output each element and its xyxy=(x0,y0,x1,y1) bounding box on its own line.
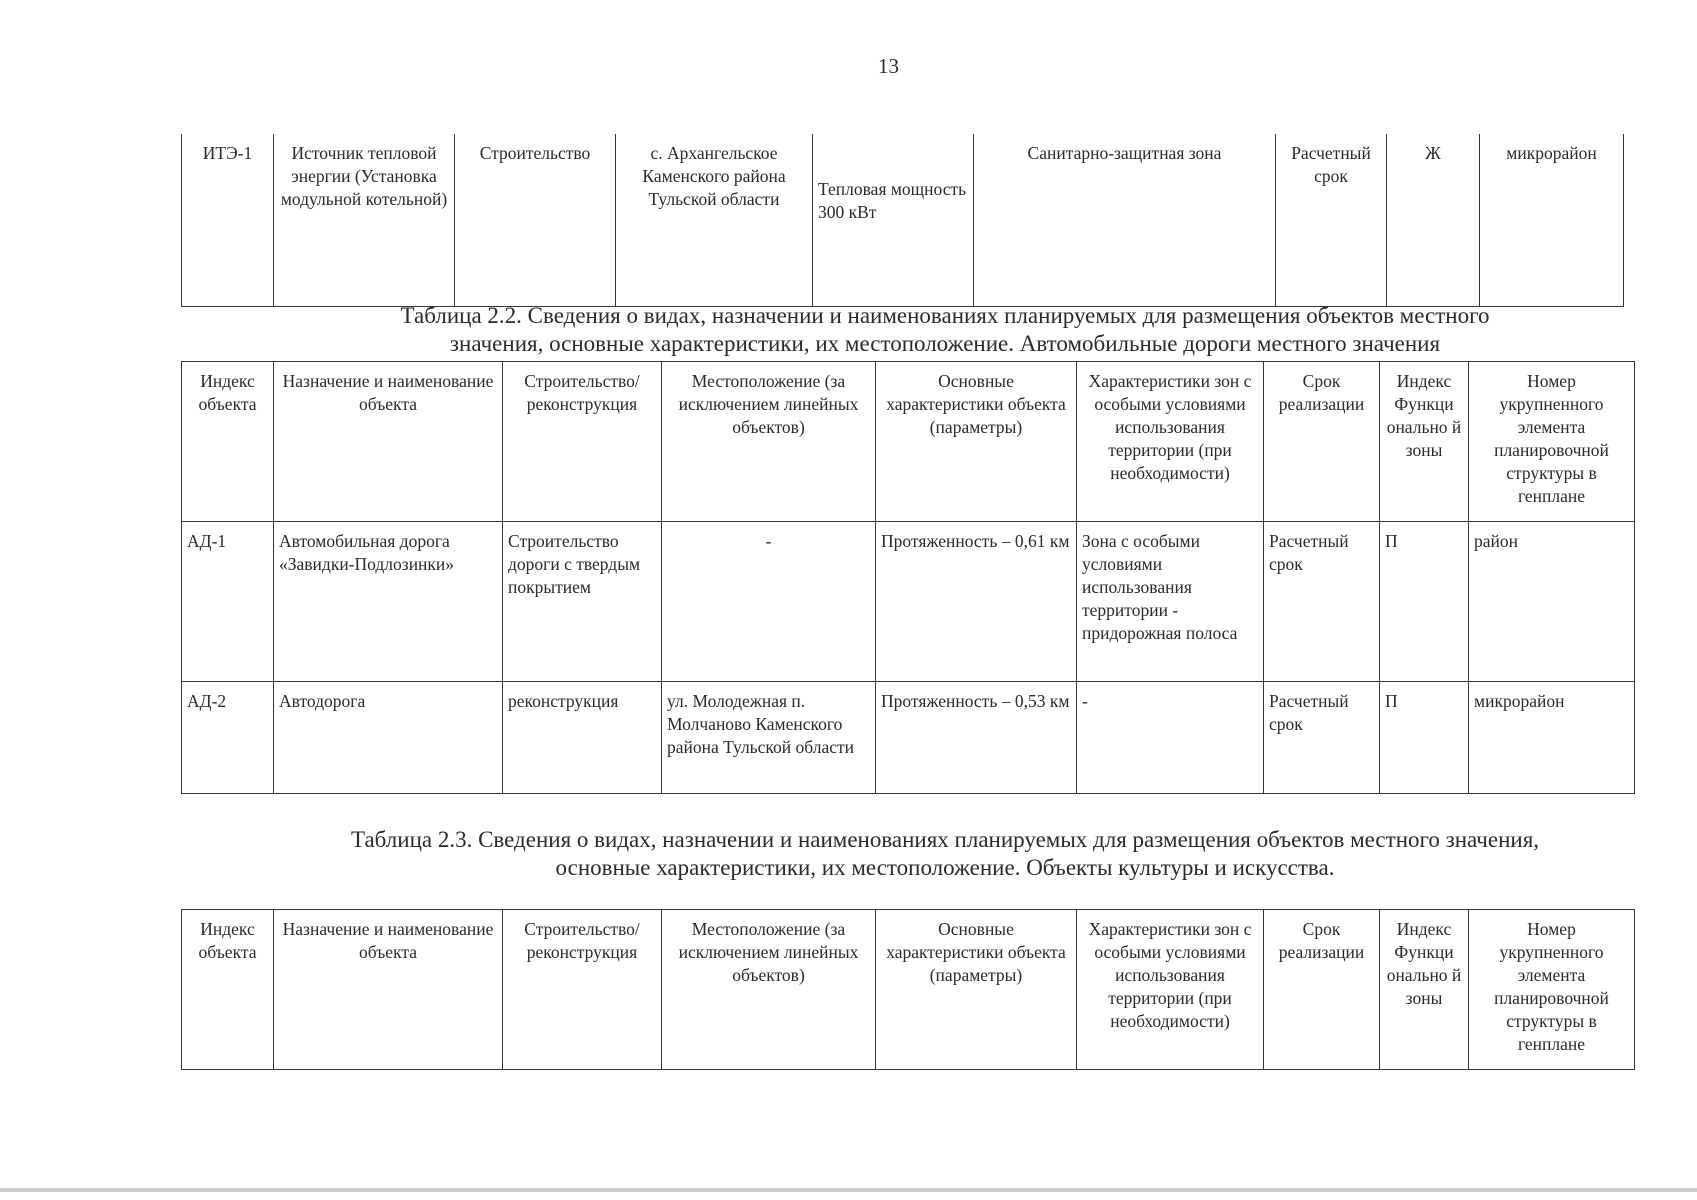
cell-index: ИТЭ-1 xyxy=(182,134,274,307)
cell-name: Автомобильная дорога «Завидки-Подлозинки» xyxy=(274,522,503,682)
caption-line-2: основные характеристики, их местоположение. Объекты культуры и искусства. xyxy=(555,855,1335,880)
cell-type: реконструкция xyxy=(503,682,662,794)
cell-index: АД-1 xyxy=(182,522,274,682)
cell-term: Расчетный срок xyxy=(1264,682,1380,794)
table-header-row xyxy=(182,910,1635,1070)
cell-term: Расчетный срок xyxy=(1276,134,1387,307)
header-structure: Номер укрупненного элемента планировочной структуры в генплане xyxy=(1469,910,1635,1070)
cell-location: с. Архангельское Каменского района Тульской области xyxy=(616,134,813,307)
header-name: Назначение и наименование объекта xyxy=(274,910,503,1070)
cell-func-zone: П xyxy=(1380,682,1469,794)
cell-structure: район xyxy=(1469,522,1635,682)
table-2-2-caption xyxy=(290,302,1600,358)
header-name: Назначение и наименование объекта xyxy=(274,362,503,522)
cell-term: Расчетный срок xyxy=(1264,522,1380,682)
table-2-1-continuation xyxy=(181,134,1624,307)
cell-func-zone: Ж xyxy=(1387,134,1480,307)
table-2-2 xyxy=(181,361,1635,794)
cell-structure: микрорайон xyxy=(1480,134,1624,307)
header-type: Строительство/ реконструкция xyxy=(503,362,662,522)
page-number: 13 xyxy=(878,54,899,78)
caption-line-2: значения, основные характеристики, их местоположение. Автомобильные дороги местного значения xyxy=(449,331,1441,356)
table-header-row xyxy=(182,362,1635,522)
cell-characteristics: Протяженность – 0,53 км xyxy=(876,682,1077,794)
header-func-zone: Индекс Функци онально й зоны xyxy=(1380,362,1469,522)
table-2-3 xyxy=(181,909,1635,1070)
header-func-zone: Индекс Функци онально й зоны xyxy=(1380,910,1469,1070)
header-characteristics: Основные характеристики объекта (параметры) xyxy=(876,362,1077,522)
cell-characteristics: Протяженность – 0,61 км xyxy=(876,522,1077,682)
cell-type: Строительство дороги с твердым покрытием xyxy=(503,522,662,682)
cell-characteristics: Тепловая мощность 300 кВт xyxy=(813,134,974,307)
cell-index: АД-2 xyxy=(182,682,274,794)
header-type: Строительство/ реконструкция xyxy=(503,910,662,1070)
header-zones: Характеристики зон с особыми условиями использования территории (при необходимости) xyxy=(1077,362,1264,522)
cell-zones: - xyxy=(1077,682,1264,794)
header-structure: Номер укрупненного элемента планировочной структуры в генплане xyxy=(1469,362,1635,522)
cell-func-zone: П xyxy=(1380,522,1469,682)
cell-zones: Санитарно-защитная зона xyxy=(974,134,1276,307)
cell-location: - xyxy=(662,522,876,682)
header-location: Местоположение (за исключением линейных объектов) xyxy=(662,910,876,1070)
header-term: Срок реализации xyxy=(1264,910,1380,1070)
cell-name: Автодорога xyxy=(274,682,503,794)
cell-zones: Зона с особыми условиями использования территории - придорожная полоса xyxy=(1077,522,1264,682)
header-location: Местоположение (за исключением линейных объектов) xyxy=(662,362,876,522)
header-index: Индекс объекта xyxy=(182,362,274,522)
page-bottom-rule xyxy=(0,1188,1697,1192)
header-zones: Характеристики зон с особыми условиями использования территории (при необходимости) xyxy=(1077,910,1264,1070)
cell-name: Источник тепловой энергии (Установка модульной котельной) xyxy=(274,134,455,307)
table-row xyxy=(182,682,1635,794)
caption-line-1: Таблица 2.2. Сведения о видах, назначении и наименованиях планируемых для размещения объектов местного xyxy=(400,303,1490,328)
header-characteristics: Основные характеристики объекта (параметры) xyxy=(876,910,1077,1070)
cell-type: Строительство xyxy=(455,134,616,307)
cell-structure: микрорайон xyxy=(1469,682,1635,794)
caption-line-1: Таблица 2.3. Сведения о видах, назначении и наименованиях планируемых для размещения объектов местного значения, xyxy=(350,827,1540,852)
table-2-3-caption xyxy=(290,826,1600,882)
table-row xyxy=(182,522,1635,682)
cell-location: ул. Молодежная п. Молчаново Каменского района Тульской области xyxy=(662,682,876,794)
table-row xyxy=(182,134,1624,307)
header-index: Индекс объекта xyxy=(182,910,274,1070)
header-term: Срок реализации xyxy=(1264,362,1380,522)
